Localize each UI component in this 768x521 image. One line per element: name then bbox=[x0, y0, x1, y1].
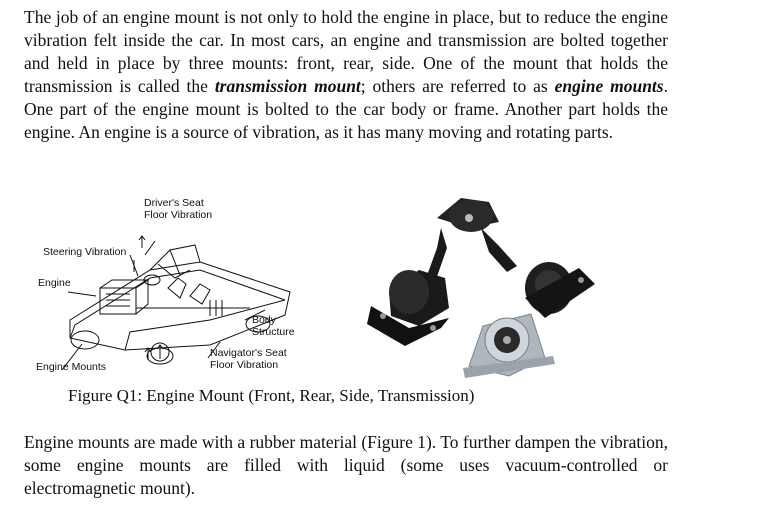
term-transmission-mount: transmission mount bbox=[214, 76, 361, 96]
engine-mounts-photo bbox=[349, 188, 605, 384]
engine-label: Engine bbox=[38, 277, 71, 289]
drivers-seat-label: Driver's Seat Floor Vibration bbox=[144, 197, 213, 221]
figure-caption: Figure Q1: Engine Mount (Front, Rear, Side, Transmission) bbox=[68, 386, 475, 405]
engine-mounts-label: Engine Mounts bbox=[36, 361, 107, 373]
steering-vibration-label: Steering Vibration bbox=[43, 246, 127, 258]
intro-text-3: . One part of the engine mount is bolted to the car body or frame. Another part holds the engine. An engine is a source of vibration, as it has many moving and rotating parts. bbox=[24, 76, 668, 142]
term-engine-mounts: engine mounts bbox=[554, 76, 664, 96]
intro-text-2: ; others are referred to as bbox=[360, 76, 555, 96]
rubber-material-paragraph: Engine mounts are made with a rubber material (Figure 1). To further dampen the vibration, some engine mounts are filled with liquid (some uses vacuum-controlled or electromagnetic mount). bbox=[24, 432, 668, 498]
car-chassis-drawing bbox=[30, 200, 320, 370]
intro-text-1: The job of an engine mount is not only to hold the engine in place, but to reduce the engine vibration felt inside the car. In most cars, an engine and transmission are bolted together and held in place by three mounts: front, rear, side. One of the mount that holds the transmission is called the bbox=[24, 7, 668, 96]
navigator-seat-label: Navigator's Seat Floor Vibration bbox=[210, 347, 287, 371]
body-structure-label: Body Structure bbox=[252, 314, 295, 338]
intro-paragraph bbox=[24, 6, 668, 144]
